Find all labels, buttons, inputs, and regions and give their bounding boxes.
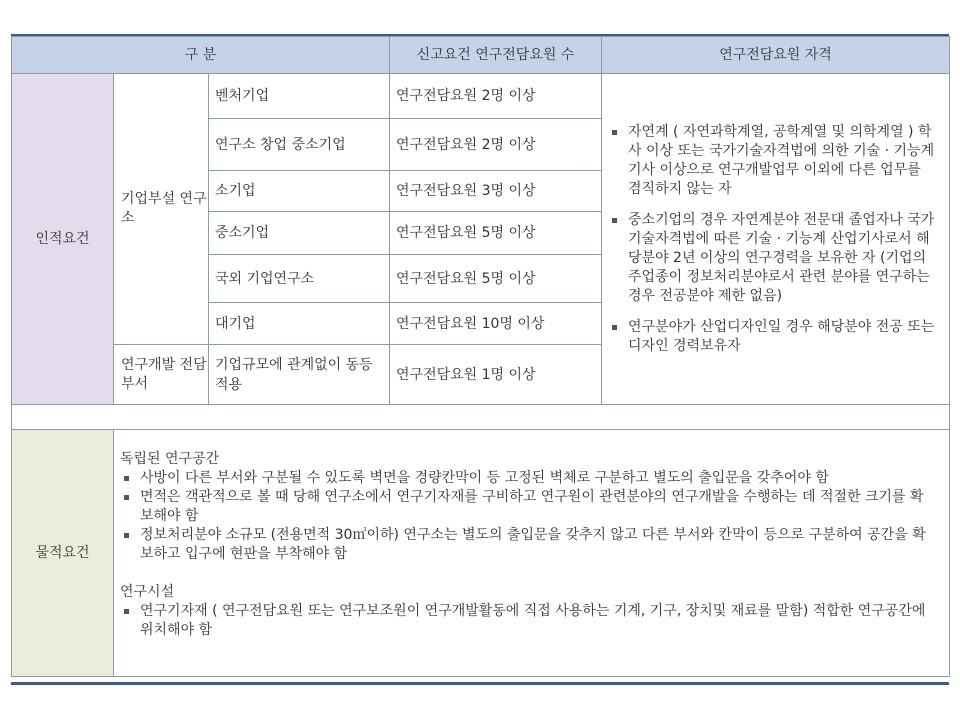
- company-type: 국외 기업연구소: [209, 255, 390, 303]
- qualification-item: 중소기업의 경우 자연계분야 전문대 졸업자나 국가기술자격법에 따른 기술 · 기능계 산업기사로서 해당분야 2년 이상의 연구경력을 보유한 자 (기업의 주업종이 정보처리분야로서 관련 분야를 연구하는 경우 전공분야 제한 없음): [608, 211, 937, 306]
- staff-count: 연구전담요원 5명 이상: [390, 212, 602, 255]
- section-title: 독립된 연구공간: [120, 451, 220, 467]
- company-type: 소기업: [209, 171, 390, 212]
- header-row: [12, 37, 950, 74]
- group-corporate-lab: 기업부설 연구소: [114, 74, 209, 345]
- company-type: 연구소 창업 중소기업: [209, 119, 390, 171]
- spacer-row: [12, 405, 950, 430]
- qualification-item: 자연계 ( 자연과학계열, 공학계열 및 의학계열 ) 학사 이상 또는 국가기술자격법에 의한 기술 · 기능계 기사 이상으로 연구개발업무 이외에 다른 업무를 겸직하지 않는 자: [608, 123, 937, 199]
- square-bullet-icon: [612, 325, 617, 330]
- square-bullet-icon: [612, 218, 617, 223]
- qualification-cell: [602, 74, 950, 405]
- list-item: 연구기자재 ( 연구전담요원 또는 연구보조원이 연구개발활동에 직접 사용하는 기계, 기구, 장치및 재료를 말함) 적합한 연구공간에 위치해야 함: [120, 602, 935, 640]
- staff-count: 연구전담요원 10명 이상: [390, 303, 602, 345]
- space-requirements-list: [120, 469, 935, 564]
- header-category: 구 분: [12, 37, 390, 74]
- company-type: 대기업: [209, 303, 390, 345]
- header-qualification: 연구전담요원 자격: [602, 37, 950, 74]
- staff-count: 연구전담요원 5명 이상: [390, 255, 602, 303]
- group-rnd-department: 연구개발 전담부서: [114, 345, 209, 405]
- company-type: 기업규모에 관계없이 동등 적용: [209, 345, 390, 405]
- facility-requirements-list: [120, 602, 935, 640]
- staff-count: 연구전담요원 3명 이상: [390, 171, 602, 212]
- physical-category: 물적요건: [12, 430, 114, 677]
- square-bullet-icon: [124, 609, 129, 614]
- header-count: 신고요건 연구전담요원 수: [390, 37, 602, 74]
- list-item: 면적은 객관적으로 볼 때 당해 연구소에서 연구기자재를 구비하고 연구원이 관련분야의 연구개발을 수행하는 데 적절한 크기를 확보해야 함: [120, 488, 935, 526]
- square-bullet-icon: [124, 533, 129, 538]
- square-bullet-icon: [612, 130, 617, 135]
- physical-content: [114, 430, 950, 677]
- table-row: [12, 430, 950, 677]
- company-type: 벤처기업: [209, 74, 390, 119]
- list-item: 정보처리분야 소규모 (전용면적 30㎡이하) 연구소는 별도의 출입문을 갖추지 않고 다른 부서와 칸막이 등으로 구분하여 공간을 확보하고 입구에 현판을 부착해야 함: [120, 526, 935, 564]
- square-bullet-icon: [124, 495, 129, 500]
- qualification-item: 연구분야가 산업디자인일 경우 해당분야 전공 또는 디자인 경력보유자: [608, 318, 937, 356]
- table-row: [12, 74, 950, 119]
- list-item: 사방이 다른 부서와 구분될 수 있도록 벽면을 경량칸막이 등 고정된 벽체로 구분하고 별도의 출입문을 갖추어야 함: [120, 469, 935, 488]
- section-title: 연구시설: [120, 584, 175, 600]
- company-type: 중소기업: [209, 212, 390, 255]
- staff-count: 연구전담요원 2명 이상: [390, 119, 602, 171]
- staff-count: 연구전담요원 1명 이상: [390, 345, 602, 405]
- square-bullet-icon: [124, 476, 129, 481]
- personnel-category: 인적요건: [12, 74, 114, 405]
- staff-count: 연구전담요원 2명 이상: [390, 74, 602, 119]
- qualification-list: [608, 123, 937, 356]
- research-requirements-table: [11, 36, 950, 677]
